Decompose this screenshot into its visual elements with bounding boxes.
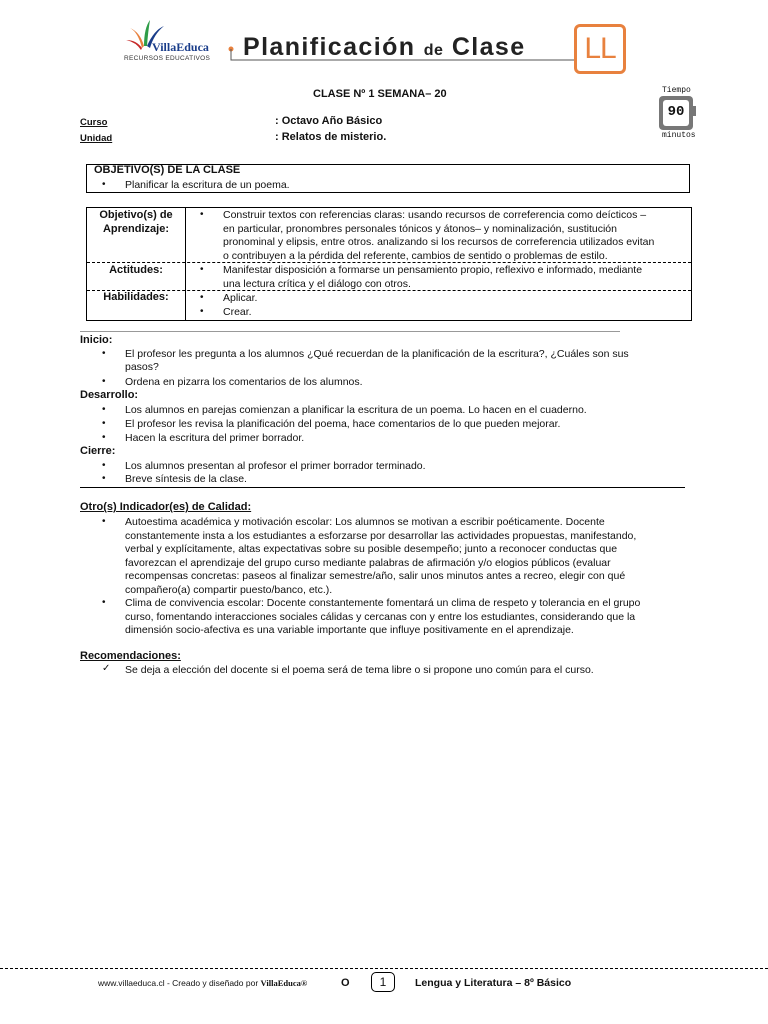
objetivo-clase-title: OBJETIVO(S) DE LA CLASE (94, 164, 241, 176)
inicio-item-cont: pasos? (125, 361, 159, 373)
bullet-icon: • (200, 264, 204, 275)
title-de: de (423, 42, 444, 59)
recomendacion-item: Se deja a elección del docente si el poema será de tema libre o si propone uno común para el curso. (125, 664, 594, 676)
oa-line: pronominal y elipsis, entre otros. analizando si los recursos de correferencia utilizados evitan (223, 236, 655, 248)
title-end: Clase (451, 33, 526, 61)
unidad-value: : Relatos de misterio. (275, 131, 387, 143)
bullet-icon: • (102, 432, 106, 443)
actitudes-line: Manifestar disposición a formarse un pensamiento propio, reflexivo e informado, mediante (223, 264, 643, 276)
page-number: 1 (371, 972, 395, 992)
title-main: Planificación (243, 33, 416, 61)
oa-line: o contribuyen a la pérdida del referente, cambios de sentido o problemas de estilo. (223, 249, 608, 262)
desarrollo-item: El profesor les revisa la planificación del poema, hace comentarios de lo que pueden mejorar. (125, 418, 561, 430)
oa-line: en particular, pronombres personales tónicos y átonos– y nominalización, sustitución (223, 222, 617, 235)
indicador-line: curso, fomentando interacciones sociales cálidas y cercanas con y entre los estudiantes, considerando que la (125, 610, 636, 623)
desarrollo-item: Los alumnos en parejas comienzan a planificar la escritura de un poema. Lo hacen en el cuaderno. (125, 404, 587, 416)
oa-line: Construir textos con referencias claras: usando recursos de correferencia como deícticos – (223, 209, 647, 221)
curso-label: Curso (80, 117, 108, 128)
footer-divider (0, 968, 768, 969)
indicador-line: Autoestima académica y motivación escolar: Los alumnos se motivan a escribir poéticamente. Docente (125, 516, 605, 528)
cierre-item: Los alumnos presentan al profesor el primer borrador terminado. (125, 460, 426, 472)
cierre-item: Breve síntesis de la clase. (125, 473, 247, 485)
bullet-icon: • (102, 348, 106, 359)
bullet-icon: • (102, 460, 106, 471)
unidad-label: Unidad (80, 133, 113, 144)
oa-text (223, 209, 685, 263)
oa-label (87, 209, 185, 236)
actitudes-text (223, 264, 685, 291)
bullet-icon: • (102, 597, 106, 608)
indicador-line: Clima de convivencia escolar: Docente constantemente fomentará un clima de respeto y tolerancia en el grupo (125, 597, 641, 609)
indicador-item (125, 597, 685, 638)
indicador-line: constantemente insta a los estudiantes a esforzarse por desarrollar las actividades propuestas, manifestando, (125, 529, 637, 542)
footer-site-text: www.villaeduca.cl - Creado y diseñado por (98, 978, 261, 988)
time-unit: minutos (662, 131, 696, 140)
indicador-line: compañero(a) compartir puesto/banco, etc.). (125, 583, 333, 596)
bullet-icon: • (102, 516, 106, 527)
objetivo-clase-item: Planificar la escritura de un poema. (125, 179, 290, 191)
habilidad-item: Aplicar. (223, 292, 258, 304)
separator-line (80, 487, 685, 488)
oa-label-line: Aprendizaje: (102, 222, 169, 235)
recomendaciones-title: Recomendaciones: (80, 650, 181, 662)
table-divider (185, 207, 186, 321)
footer-o: O (341, 977, 350, 989)
desarrollo-title: Desarrollo: (80, 389, 139, 401)
bullet-icon: • (200, 306, 204, 317)
desarrollo-item: Hacen la escritura del primer borrador. (125, 432, 305, 444)
logo-name: VillaEduca (152, 40, 209, 54)
time-value: 90 (667, 104, 685, 120)
bullet-icon: • (102, 418, 106, 429)
inicio-item: El profesor les pregunta a los alumnos ¿Qué recuerdan de la planificación de la escritura?, ¿Cuáles son sus (125, 348, 629, 360)
oa-label-line: Objetivo(s) de (99, 209, 173, 221)
bullet-icon: • (102, 179, 106, 190)
indicador-item (125, 516, 685, 598)
class-heading: CLASE Nº 1 SEMANA– 20 (313, 88, 447, 100)
footer-site (98, 978, 307, 988)
actitudes-line: una lectura crítica y el diálogo con otros. (223, 277, 411, 290)
habilidades-label: Habilidades: (103, 291, 169, 303)
indicador-line: verbal y explícitamente, altas expectativas sobre su posible desempeño; junto a reconocer conductas que (125, 543, 618, 556)
separator-line (80, 331, 620, 332)
inicio-item: Ordena en pizarra los comentarios de los alumnos. (125, 376, 363, 388)
footer-brand: VillaEduca® (260, 978, 308, 988)
footer-subject: Lengua y Literatura – 8º Básico (415, 977, 572, 989)
check-icon: ✓ (102, 663, 111, 674)
bullet-icon: • (200, 292, 204, 303)
subject-badge: LL (574, 24, 626, 74)
indicador-line: favorezcan el aprendizaje del grupo curso mediante palabras de afirmación y/o elogios públicos (evaluar (125, 556, 611, 569)
cierre-title: Cierre: (80, 445, 116, 457)
bullet-icon: • (102, 404, 106, 415)
actitudes-label: Actitudes: (109, 264, 163, 276)
indicadores-title: Otro(s) Indicador(es) de Calidad: (80, 501, 252, 513)
indicador-line: dimensión socio-afectiva es una variable importante que influye positivamente en el aprendizaje. (125, 624, 574, 637)
habilidad-item: Crear. (223, 306, 252, 318)
curso-value: : Octavo Año Básico (275, 115, 383, 127)
bullet-icon: • (200, 209, 204, 220)
time-label: Tiempo (662, 86, 691, 95)
title-underline-decoration (228, 46, 578, 62)
inicio-title: Inicio: (80, 334, 113, 346)
bullet-icon: • (102, 376, 106, 387)
bullet-icon: • (102, 473, 106, 484)
logo-subtitle: RECURSOS EDUCATIVOS (124, 55, 211, 62)
indicador-line: recompensas concretas: paseos al finalizar semestre/año, salir unos minutos antes a recreo, elegir con qué (125, 570, 626, 583)
